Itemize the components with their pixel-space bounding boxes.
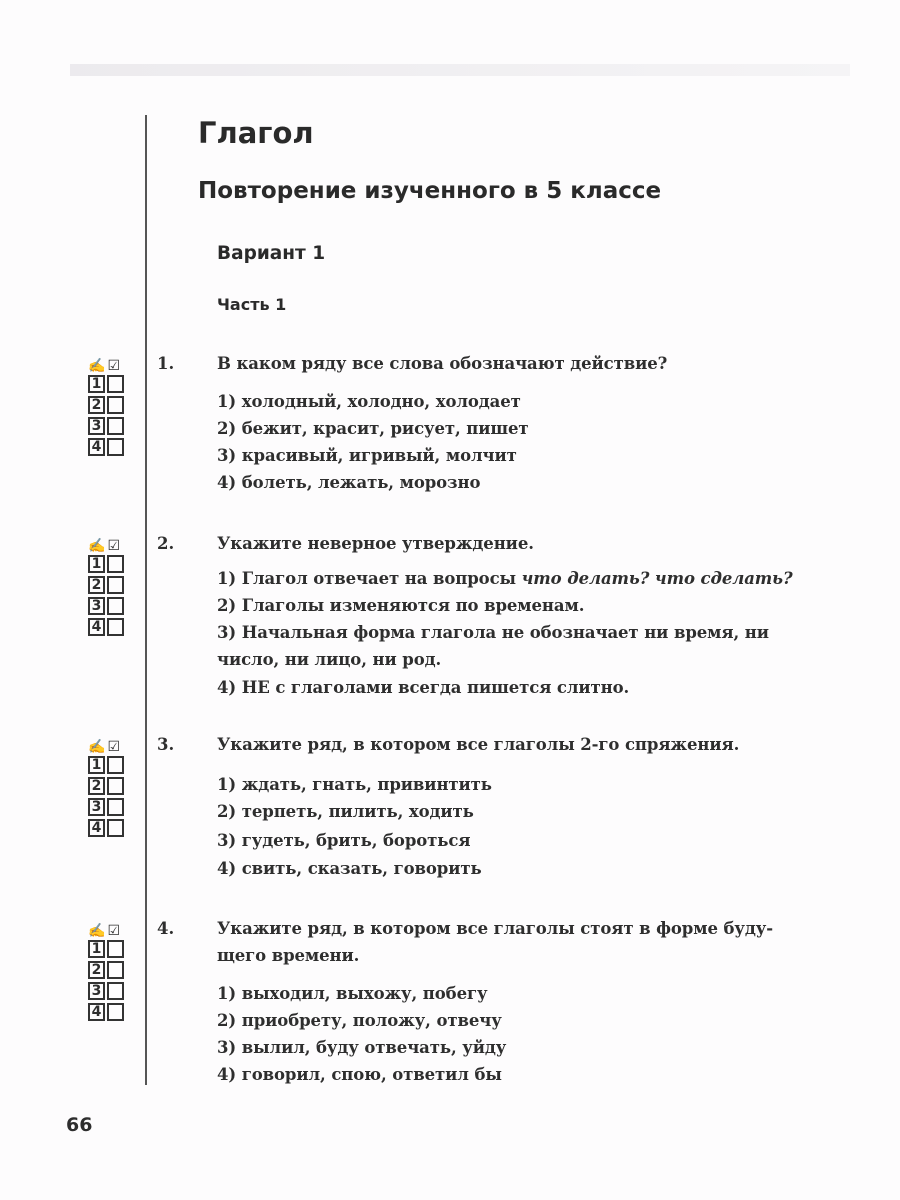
answer-checkbox[interactable] [107, 961, 124, 979]
answer-number-box: 2 [88, 576, 105, 594]
checkmark-icon: ☑ [107, 358, 122, 374]
bleed-through-header [70, 64, 850, 76]
question-number: 3. [157, 735, 175, 754]
option-text: 4) болеть, лежать, морозно [217, 473, 481, 492]
answer-box-group [88, 922, 128, 1024]
option-text: 2) Глаголы изменяются по временам. [217, 596, 585, 615]
part-heading: Часть 1 [217, 295, 287, 314]
answer-option [217, 802, 474, 821]
checkmark-icon: ☑ [107, 739, 122, 755]
answer-option [217, 623, 769, 642]
answer-row [88, 417, 128, 435]
answer-checkbox[interactable] [107, 940, 124, 958]
answer-row [88, 618, 128, 636]
option-text: 1) холодный, холодно, холодает [217, 392, 521, 411]
option-text: 4) НЕ с глаголами всегда пишется слитно. [217, 678, 630, 697]
option-text: 2) бежит, красит, рисует, пишет [217, 419, 529, 438]
variant-heading: Вариант 1 [217, 243, 326, 264]
answer-number-box: 4 [88, 819, 105, 837]
answer-icons [88, 537, 128, 555]
pen-icon: ✍ [88, 538, 108, 554]
answer-option [217, 859, 482, 878]
answer-checkbox[interactable] [107, 618, 124, 636]
option-text: 3) красивый, игривый, молчит [217, 446, 517, 465]
answer-checkbox[interactable] [107, 417, 124, 435]
answer-checkbox[interactable] [107, 819, 124, 837]
answer-checkbox[interactable] [107, 438, 124, 456]
answer-number-box: 4 [88, 1003, 105, 1021]
answer-row [88, 798, 128, 816]
answer-option [217, 831, 470, 850]
option-text: 3) Начальная форма глагола не обозначает ни время, ни [217, 623, 769, 642]
question-text: Укажите ряд, в котором все глаголы 2-го спряжения. [217, 735, 740, 754]
answer-checkbox[interactable] [107, 396, 124, 414]
question-number: 4. [157, 919, 175, 938]
answer-row [88, 961, 128, 979]
answer-checkbox[interactable] [107, 555, 124, 573]
option-text: 3) вылил, буду отвечать, уйду [217, 1038, 507, 1057]
option-italic-text: что делать? что сделать? [521, 569, 793, 588]
option-text: 2) терпеть, пилить, ходить [217, 802, 474, 821]
answer-number-box: 1 [88, 375, 105, 393]
answer-option [217, 569, 793, 588]
answer-number-box: 3 [88, 982, 105, 1000]
answer-number-box: 1 [88, 555, 105, 573]
answer-option [217, 473, 480, 492]
answer-checkbox[interactable] [107, 1003, 124, 1021]
question-text: Укажите неверное утверждение. [217, 534, 534, 553]
answer-row [88, 940, 128, 958]
answer-option [217, 650, 441, 669]
page-title: Глагол [198, 116, 314, 150]
answer-row [88, 438, 128, 456]
question-text: Укажите ряд, в котором все глаголы стоят в форме буду- [217, 919, 773, 938]
answer-checkbox[interactable] [107, 982, 124, 1000]
answer-row [88, 576, 128, 594]
answer-option [217, 419, 529, 438]
answer-option [217, 984, 487, 1003]
answer-option [217, 596, 584, 615]
answer-checkbox[interactable] [107, 576, 124, 594]
answer-box-group [88, 738, 128, 840]
answer-number-box: 2 [88, 777, 105, 795]
answer-row [88, 1003, 128, 1021]
answer-option [217, 1011, 502, 1030]
answer-option [217, 1038, 506, 1057]
answer-option [217, 446, 517, 465]
question-number: 1. [157, 354, 175, 373]
answer-checkbox[interactable] [107, 756, 124, 774]
answer-row [88, 756, 128, 774]
answer-box-group [88, 537, 128, 639]
answer-number-box: 4 [88, 438, 105, 456]
answer-row [88, 777, 128, 795]
answer-checkbox[interactable] [107, 798, 124, 816]
question-text: щего времени. [217, 946, 360, 965]
option-text: 1) Глагол отвечает на вопросы [217, 569, 522, 588]
answer-checkbox[interactable] [107, 777, 124, 795]
page-number: 66 [66, 1114, 93, 1136]
question-number: 2. [157, 534, 175, 553]
answer-box-group [88, 357, 128, 459]
checkmark-icon: ☑ [107, 923, 122, 939]
question-text: В каком ряду все слова обозначают действие? [217, 354, 668, 373]
pen-icon: ✍ [88, 923, 108, 939]
answer-row [88, 375, 128, 393]
answer-row [88, 597, 128, 615]
answer-number-box: 2 [88, 961, 105, 979]
answer-row [88, 819, 128, 837]
answer-number-box: 1 [88, 756, 105, 774]
answer-option [217, 678, 629, 697]
answer-row [88, 396, 128, 414]
answer-row [88, 982, 128, 1000]
answer-checkbox[interactable] [107, 597, 124, 615]
answer-number-box: 1 [88, 940, 105, 958]
option-text: 2) приобрету, положу, отвечу [217, 1011, 502, 1030]
option-text: число, ни лицо, ни род. [217, 650, 442, 669]
option-text: 4) свить, сказать, говорить [217, 859, 482, 878]
answer-number-box: 3 [88, 597, 105, 615]
answer-number-box: 3 [88, 417, 105, 435]
answer-icons [88, 922, 128, 940]
margin-divider [145, 115, 147, 1085]
option-text: 1) выходил, выхожу, побегу [217, 984, 488, 1003]
option-text: 1) ждать, гнать, привинтить [217, 775, 492, 794]
option-text: 4) говорил, спою, ответил бы [217, 1065, 502, 1084]
answer-number-box: 3 [88, 798, 105, 816]
pen-icon: ✍ [88, 358, 108, 374]
answer-option [217, 1065, 502, 1084]
pen-icon: ✍ [88, 739, 108, 755]
answer-icons [88, 357, 128, 375]
answer-row [88, 555, 128, 573]
answer-number-box: 2 [88, 396, 105, 414]
answer-icons [88, 738, 128, 756]
checkmark-icon: ☑ [107, 538, 122, 554]
page-subtitle: Повторение изученного в 5 классе [198, 178, 662, 204]
answer-option [217, 392, 521, 411]
answer-number-box: 4 [88, 618, 105, 636]
answer-checkbox[interactable] [107, 375, 124, 393]
answer-option [217, 775, 492, 794]
option-text: 3) гудеть, брить, бороться [217, 831, 471, 850]
